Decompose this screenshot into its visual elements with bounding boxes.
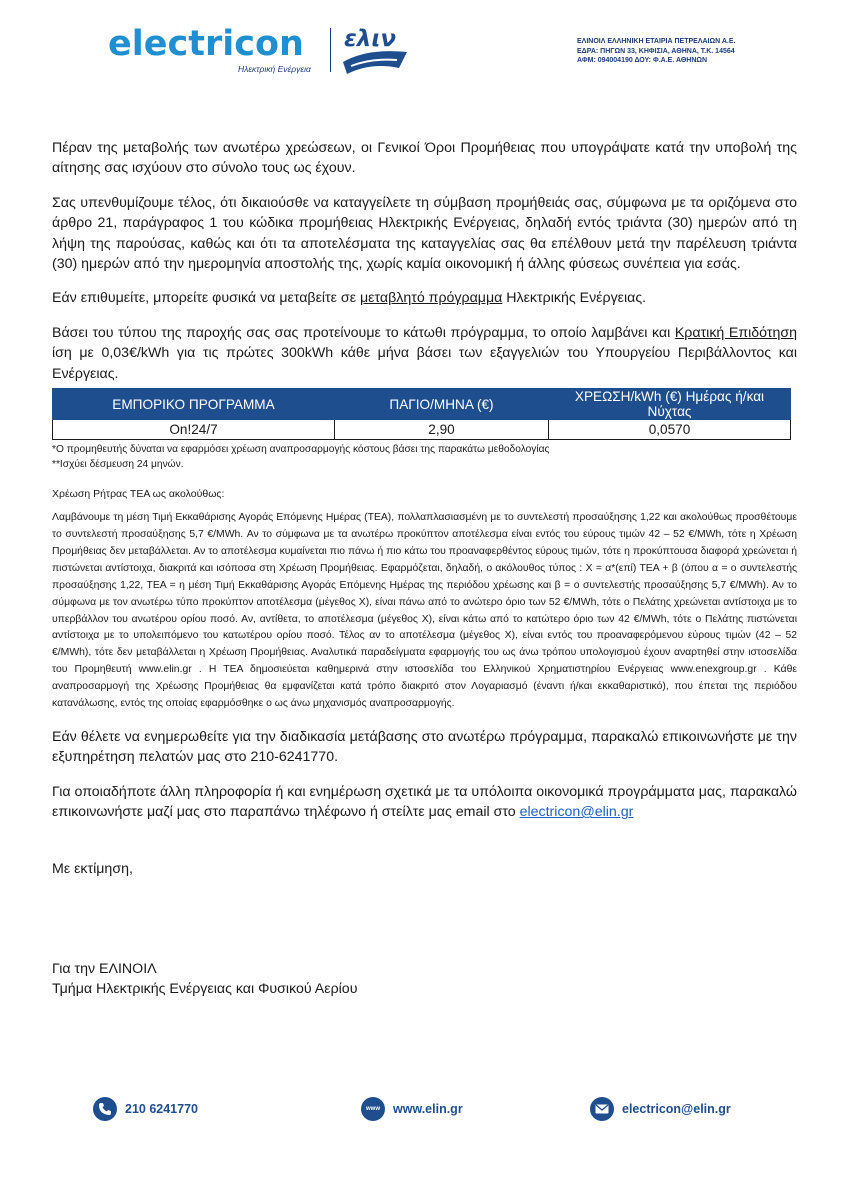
table-cell: 0,0570 — [549, 420, 791, 440]
table-header: ΕΜΠΟΡΙΚΟ ΠΡΟΓΡΑΜΜΑ — [53, 389, 335, 420]
electricon-logo — [108, 24, 311, 74]
table-cell: On!24/7 — [53, 420, 335, 440]
variable-program-link[interactable]: μεταβλητό πρόγραμμα — [359, 290, 503, 307]
signature-line-2: Τμήμα Ηλεκτρικής Ενέργειας και Φυσικού Αερίου — [52, 981, 358, 998]
table-header: ΠΑΓΙΟ/ΜΗΝΑ (€) — [335, 389, 549, 420]
text: ίση με 0,03€/kWh για τις πρώτες 300kWh κάθε μήνα βάσει των εξαγγελιών του Υπουργείου Περιβάλλοντος και Ενέργειας. — [52, 345, 797, 382]
company-info — [577, 37, 837, 66]
state-subsidy-link[interactable]: Κρατική Επιδότηση — [674, 324, 797, 341]
text: Για οποιαδήποτε άλλη πληροφορία ή και ενημέρωση σχετικά με τα υπόλοιπα οικονομικά προγράμματα μας, παρακαλώ επικοινωνήστε μαζί μας στο παραπάνω τηλέφωνο ή στείλτε μας email στο — [52, 783, 797, 821]
footer-email-text: electricon@elin.gr — [622, 1102, 731, 1116]
company-line: ΕΔΡΑ: ΠΗΓΩΝ 33, ΚΗΦΙΣΙΑ, ΑΘΗΝΑ, Τ.Κ. 14564 — [577, 47, 735, 55]
text: Εάν επιθυμείτε, μπορείτε φυσικά να μεταβείτε σε — [52, 290, 360, 307]
elin-logo — [337, 22, 409, 78]
footer-website[interactable] — [361, 1092, 463, 1126]
footer-phone[interactable] — [93, 1092, 198, 1126]
electricon-logo-text: electricon — [108, 24, 304, 64]
table-header: ΧΡΕΩΣΗ/kWh (€) Ημέρας ή/και Νύχτας — [549, 389, 791, 420]
text: Ηλεκτρικής Ενέργειας. — [502, 290, 647, 307]
envelope-icon — [590, 1097, 614, 1121]
signature-line-1: Για την ΕΛΙΝΟΙΛ — [52, 960, 157, 977]
footer-phone-text: 210 6241770 — [125, 1102, 198, 1116]
elin-logo-text: ελιν — [344, 26, 396, 52]
closing: Με εκτίμηση, — [52, 860, 133, 877]
paragraph-proposal — [52, 323, 797, 384]
paragraph-contact — [52, 782, 797, 823]
letterhead — [0, 0, 849, 100]
electricon-logo-subtitle: Ηλεκτρική Ενέργεια — [238, 64, 311, 74]
paragraph-variable-program — [52, 288, 797, 308]
text: Βάσει του τύπου της παροχής σας σας προτείνουμε το κάτωθι πρόγραμμα, το οποίο λαμβάνει και — [52, 324, 675, 341]
tea-clause-title: Χρέωση Ρήτρας ΤΕΑ ως ακολούθως: — [52, 488, 225, 501]
footer — [0, 1092, 849, 1132]
email-link[interactable]: electricon@elin.gr — [519, 804, 634, 821]
company-line: ΑΦΜ: 094004190 ΔΟΥ: Φ.Α.Ε. ΑΘΗΝΩΝ — [577, 57, 708, 64]
paragraph-transition-info: Εάν θέλετε να ενημερωθείτε για την διαδικασία μετάβασης στο ανωτέρω πρόγραμμα, παρακαλώ επικοινωνήστε με την εξυπηρέτηση πελατών μας στο 210-6241770. — [52, 728, 797, 766]
footer-email[interactable] — [590, 1092, 731, 1126]
company-line: ΕΛΙΝΟΙΛ ΕΛΛΗΝΙΚΗ ΕΤΑΙΡΙΑ ΠΕΤΡΕΛΑΙΩΝ Α.Ε. — [577, 38, 736, 45]
paragraph-terms: Πέραν της μεταβολής των ανωτέρω χρεώσεων, οι Γενικοί Όροι Προμήθειας που υπογράψατε κατά την υποβολή της αίτησης σας ισχύουν στο σύνολο τους ως έχουν. — [52, 140, 797, 177]
table-note-2: **Ισχύει δέσμευση 24 μηνών. — [52, 459, 184, 471]
web-icon-label: www — [365, 1106, 380, 1112]
logo-divider — [330, 28, 331, 72]
table-note-1: *Ο προμηθευτής δύναται να εφαρμόσει χρέωση αναπροσαρμογής κόστους βάσει της παρακάτω μεθοδολογίας — [52, 444, 550, 456]
web-icon — [361, 1097, 385, 1121]
letter-body — [52, 138, 797, 1000]
table-cell: 2,90 — [335, 420, 549, 440]
table-header-row — [53, 389, 791, 420]
footer-website-text: www.elin.gr — [393, 1102, 463, 1116]
program-table — [52, 388, 791, 440]
tea-clause-text: Λαμβάνουμε τη μέση Τιμή Εκκαθάρισης Αγοράς Επόμενης Ημέρας (ΤΕΑ), πολλαπλασιασμένη με το συντελεστή προσαύξησης 1,22 και ακολούθως προσθέτουμε το συντελεστή προσαύξησης 5,7 €/MWh. Αν το σύμφωνα με τα ανωτέρω προκύπτον αποτέλεσμα είναι εντός του εύρους τιμών 42 – 52 €/MWh, τότε η Χρέωση Προμήθειας δεν μεταβάλλεται. Αν το αποτέλεσμα κυμαίνεται πιο πάνω ή πιο κάτω του προαναφερθέντος εύρους τιμών, τότε η προκύπτουσα διαφορά χρεώνεται ή πιστώνεται αντίστοιχα, διακριτά και ισόποσα στη Χρέωση Προμήθειας. Εφαρμόζεται, δηλαδή, ο ακόλουθος τύπος : X = α*(επί) ΤΕΑ + β (όπου α = ο συντελεστής προσαύξησης 1,22, ΤΕΑ = η μέση Τιμή Εκκαθάρισης Αγοράς Επόμενης Ημέρας της περιόδου χρέωσης και β = ο συντελεστής προσαύξησης 5,7 €/MWh). Αν το σύμφωνα με τον ανωτέρω τύπο προκύπτον αποτέλεσμα (μέγεθος X), είναι πάνω από το ανώτερο όριο των 52 €/MWh, τότε ο Πελάτης χρεώνεται αντίστοιχα με το υπερβάλλον του ανωτέρου ορίου ποσό. Αν, αντίθετα, το αποτέλεσμα (μέγεθος X), είναι κάτω από το κατώτερο όριο των 42 €/MWh, τότε ο Πελάτης πιστώνεται αντίστοιχα με το υπολειπόμενο του κατωτέρου ορίου ποσό. Τέλος αν το αποτέλεσμα (μέγεθος X), είναι εντός του προαναφερόμενου εύρους τιμών (42 – 52 €/MWh), τότε δεν μεταβάλλεται η Χρέωση Προμήθειας. Αναλυτικά παραδείγματα εφαρμογής του ως άνω τρόπου υπολογισμού έχουν αναρτηθεί στην ιστοσελίδα του Προμηθευτή www.elin.gr . Η ΤΕΑ δημοσιεύεται καθημερινά στην ιστοσελίδα του Ελληνικού Χρηματιστηρίου Ενέργειας www.enexgroup.gr . Κάθε αναπροσαρμογή της Χρέωσης Προμήθειας θα εμφανίζεται κατά τρόπο διακριτό στον Λογαριασμό (έναντι ή/και εκκαθαριστικό), που έπεται της περιόδου κατανάλωσης, εντός της οποίας εφαρμόσθηκε ο ως άνω μηχανισμός αναπροσαρμογής. — [52, 512, 797, 710]
phone-icon — [93, 1097, 117, 1121]
table-row — [53, 420, 791, 440]
signature-block — [52, 959, 797, 1000]
paragraph-termination: Σας υπενθυμίζουμε τέλος, ότι δικαιούσθε να καταγγείλετε τη σύμβαση προμήθειάς σας, σύμφωνα με τα οριζόμενα στο άρθρο 21, παράγραφος 1 του κώδικα προμήθειας Ηλεκτρικής Ενέργειας, δηλαδή εντός τριάντα (30) ημερών από τη λήψη της παρούσας, καθώς και ότι τα αποτελέσματα της καταγγελίας σας θα επέλθουν μετά την παρέλευση τριάντα (30) ημερών από την ημερομηνία αποστολής της, χωρίς καμία οικονομική ή άλλης φύσεως συνέπεια για εσάς. — [52, 194, 797, 273]
